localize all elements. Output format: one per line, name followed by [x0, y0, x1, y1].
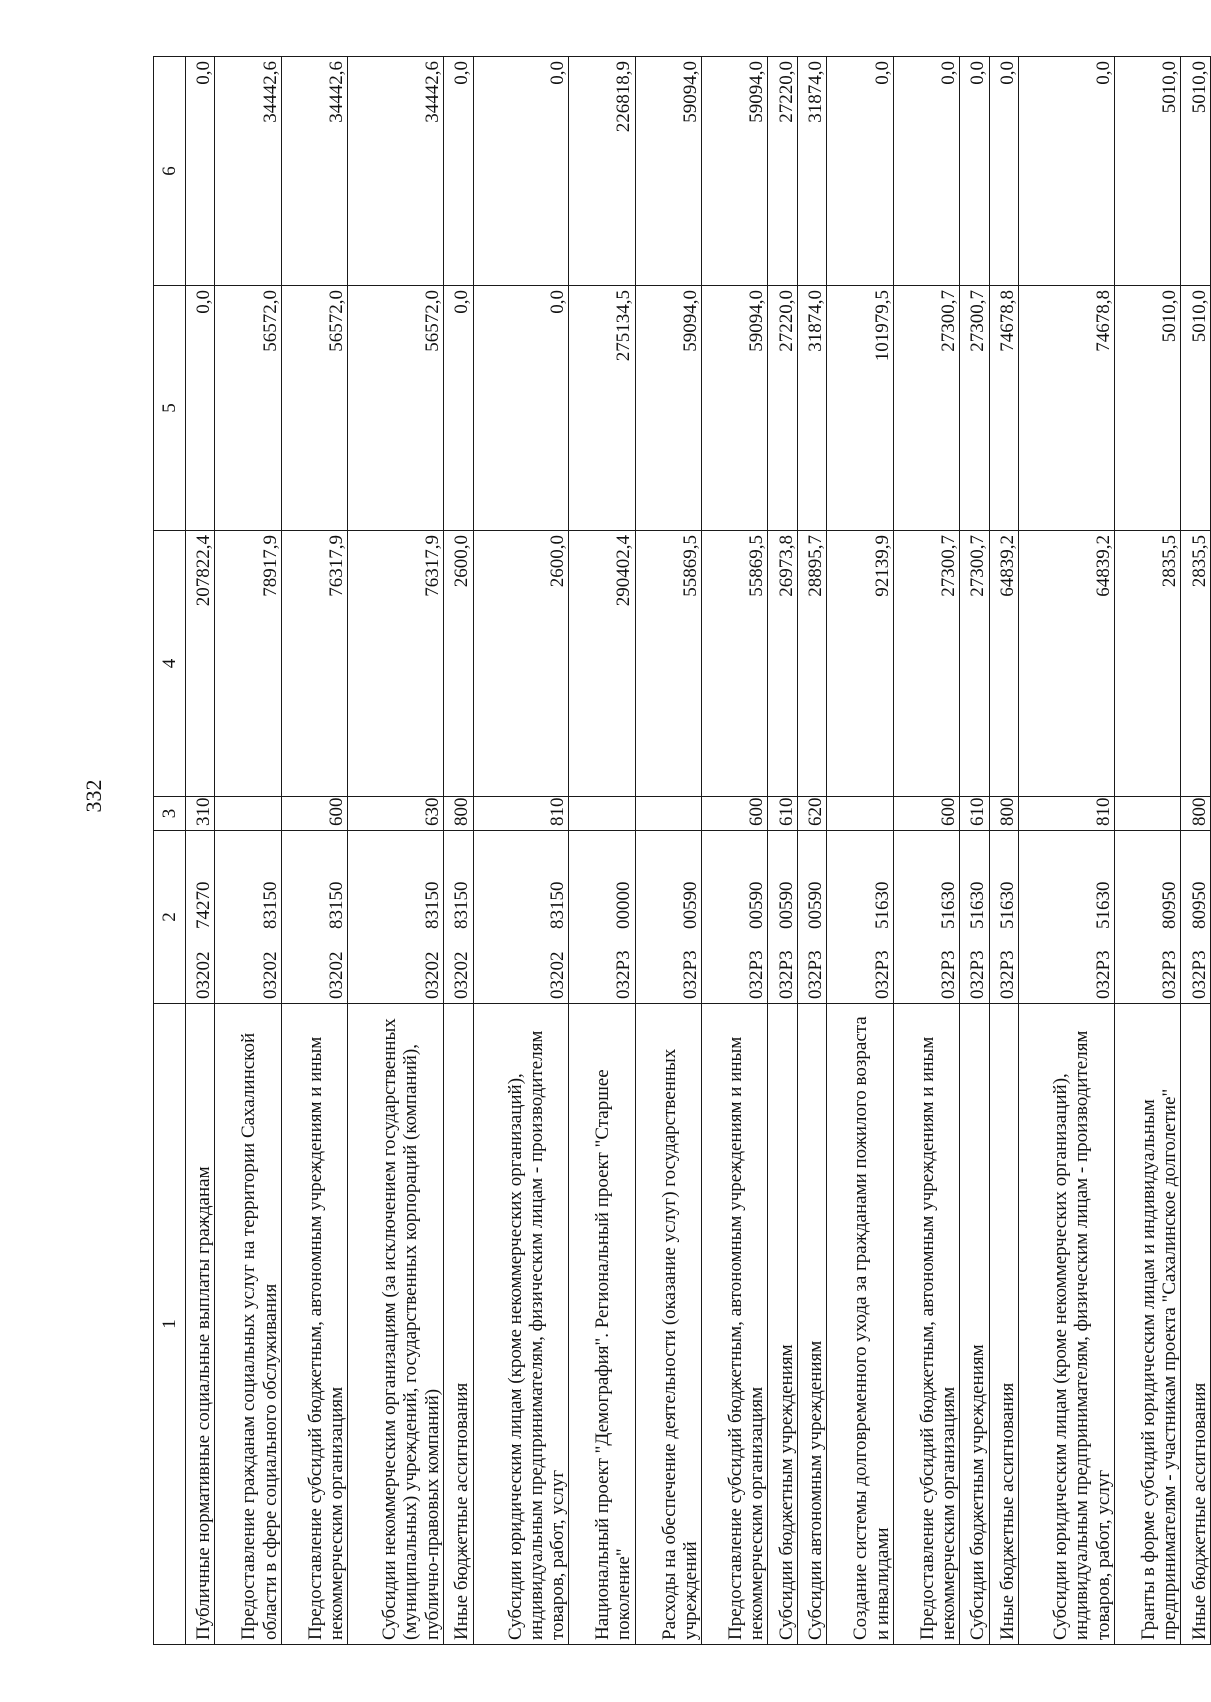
program-code: 032P3	[805, 950, 827, 999]
amount-col5-cell: 0,0	[185, 286, 214, 531]
amount-col4-cell: 76317,9	[281, 531, 347, 797]
amount-col6-cell: 0,0	[444, 57, 473, 286]
table-row	[989, 57, 1018, 1645]
amount-col6-cell: 0,0	[893, 57, 959, 286]
table-row	[893, 57, 959, 1645]
amount-col4-cell: 290402,4	[569, 531, 635, 797]
row-name-cell: Расходы на обеспечение деятельности (оказание услуг) государственных учреждений	[635, 1004, 701, 1645]
row-name-cell: Субсидии автономным учреждениям	[797, 1004, 826, 1645]
program-code: 032P3	[1092, 950, 1114, 999]
amount-col5-cell: 74678,8	[989, 286, 1018, 531]
expense-type-cell: 800	[989, 797, 1018, 831]
amount-col4-cell: 2600,0	[444, 531, 473, 797]
target-article-code-cell	[635, 831, 701, 1004]
table-row	[444, 57, 473, 1645]
amount-col4-cell: 2835,5	[1114, 531, 1180, 797]
row-name-cell: Иные бюджетные ассигнования	[1181, 1004, 1211, 1645]
direction-code: 80950	[1188, 881, 1210, 929]
budget-table-body	[154, 57, 1211, 1645]
direction-code: 51630	[967, 881, 989, 929]
target-article-code-cell	[348, 831, 444, 1004]
amount-col6-cell: 226818,9	[569, 57, 635, 286]
column-header: 6	[154, 57, 186, 286]
amount-col4-cell: 92139,9	[827, 531, 893, 797]
table-row	[827, 57, 893, 1645]
expense-type-cell: 600	[281, 797, 347, 831]
amount-col5-cell: 27220,0	[768, 286, 797, 531]
program-code: 032P3	[871, 950, 893, 999]
expense-type-cell	[635, 797, 701, 831]
program-code: 032P3	[967, 950, 989, 999]
target-article-code-cell	[1181, 831, 1211, 1004]
direction-code: 00000	[613, 881, 635, 929]
row-name-cell: Иные бюджетные ассигнования	[989, 1004, 1018, 1645]
amount-col4-cell: 76317,9	[348, 531, 444, 797]
amount-col4-cell: 55869,5	[635, 531, 701, 797]
column-header: 4	[154, 531, 186, 797]
amount-col6-cell: 5010,0	[1114, 57, 1180, 286]
direction-code: 83150	[325, 881, 347, 929]
rotated-table-frame	[153, 57, 1211, 1645]
program-code: 03202	[259, 951, 281, 999]
row-name-cell: Предоставление субсидий бюджетным, автономным учреждениям и иным некоммерческим организациям	[281, 1004, 347, 1645]
table-row	[1114, 57, 1180, 1645]
program-code: 03202	[193, 951, 215, 999]
row-name-cell: Субсидии некоммерческим организациям (за исключением государственных (муниципальных) учреждений, государственных корпораций (компаний), публично-правовых компаний)	[348, 1004, 444, 1645]
table-row	[768, 57, 797, 1645]
column-header: 1	[154, 1004, 186, 1645]
amount-col6-cell: 27220,0	[768, 57, 797, 286]
expense-type-cell	[215, 797, 281, 831]
expense-type-cell: 800	[1181, 797, 1211, 831]
table-row	[1019, 57, 1115, 1645]
amount-col4-cell: 27300,7	[893, 531, 959, 797]
amount-col5-cell: 59094,0	[635, 286, 701, 531]
direction-code: 51630	[1092, 881, 1114, 929]
amount-col6-cell: 5010,0	[1181, 57, 1211, 286]
expense-type-cell: 600	[702, 797, 768, 831]
amount-col4-cell: 2600,0	[473, 531, 569, 797]
amount-col4-cell: 64839,2	[1019, 531, 1115, 797]
amount-col6-cell: 0,0	[1019, 57, 1115, 286]
amount-col6-cell: 34442,6	[215, 57, 281, 286]
row-name-cell: Национальный проект "Демография". Региональный проект "Старшее поколение"	[569, 1004, 635, 1645]
direction-code: 00590	[679, 881, 701, 929]
amount-col6-cell: 0,0	[989, 57, 1018, 286]
program-code: 03202	[547, 951, 569, 999]
target-article-code-cell	[960, 831, 989, 1004]
target-article-code-cell	[768, 831, 797, 1004]
direction-code: 83150	[451, 881, 473, 929]
direction-code: 00590	[775, 881, 797, 929]
direction-code: 74270	[193, 881, 215, 929]
target-article-code-cell	[893, 831, 959, 1004]
row-name-cell: Субсидии юридическим лицам (кроме некоммерческих организаций), индивидуальным предпринимателям, физическим лицам - производителям товаров, работ, услуг	[1019, 1004, 1115, 1645]
row-name-cell: Субсидии бюджетным учреждениям	[768, 1004, 797, 1645]
amount-col6-cell: 59094,0	[702, 57, 768, 286]
amount-col6-cell: 31874,0	[797, 57, 826, 286]
target-article-code-cell	[827, 831, 893, 1004]
direction-code: 51630	[937, 881, 959, 929]
target-article-code-cell	[989, 831, 1018, 1004]
amount-col6-cell: 34442,6	[348, 57, 444, 286]
column-number-row	[154, 57, 186, 1645]
budget-table	[153, 56, 1211, 1645]
program-code: 032P3	[679, 950, 701, 999]
program-code: 03202	[451, 951, 473, 999]
target-article-code-cell	[569, 831, 635, 1004]
table-row	[473, 57, 569, 1645]
amount-col4-cell: 64839,2	[989, 531, 1018, 797]
column-header: 3	[154, 797, 186, 831]
direction-code: 83150	[259, 881, 281, 929]
expense-type-cell	[569, 797, 635, 831]
rotated-table-container	[153, 57, 1211, 1645]
target-article-code-cell	[215, 831, 281, 1004]
amount-col5-cell: 56572,0	[348, 286, 444, 531]
direction-code: 00590	[746, 881, 768, 929]
amount-col5-cell: 5010,0	[1181, 286, 1211, 531]
row-name-cell: Гранты в форме субсидий юридическим лицам и индивидуальным предпринимателям - участникам проекта "Сахалинское долголетие"	[1114, 1004, 1180, 1645]
expense-type-cell: 630	[348, 797, 444, 831]
amount-col4-cell: 55869,5	[702, 531, 768, 797]
row-name-cell: Создание системы долговременного ухода за гражданами пожилого возраста и инвалидами	[827, 1004, 893, 1645]
direction-code: 80950	[1159, 881, 1181, 929]
amount-col4-cell: 2835,5	[1181, 531, 1211, 797]
table-row	[215, 57, 281, 1645]
table-row	[960, 57, 989, 1645]
expense-type-cell: 610	[960, 797, 989, 831]
row-name-cell: Предоставление субсидий бюджетным, автономным учреждениям и иным некоммерческим организациям	[702, 1004, 768, 1645]
expense-type-cell: 800	[444, 797, 473, 831]
amount-col5-cell: 27300,7	[893, 286, 959, 531]
amount-col4-cell: 27300,7	[960, 531, 989, 797]
amount-col5-cell: 5010,0	[1114, 286, 1180, 531]
amount-col4-cell: 78917,9	[215, 531, 281, 797]
column-header: 5	[154, 286, 186, 531]
table-row	[185, 57, 214, 1645]
amount-col6-cell: 0,0	[960, 57, 989, 286]
target-article-code-cell	[185, 831, 214, 1004]
expense-type-cell	[827, 797, 893, 831]
direction-code: 00590	[805, 881, 827, 929]
expense-type-cell: 810	[473, 797, 569, 831]
expense-type-cell	[1114, 797, 1180, 831]
amount-col5-cell: 0,0	[444, 286, 473, 531]
target-article-code-cell	[702, 831, 768, 1004]
amount-col5-cell: 59094,0	[702, 286, 768, 531]
amount-col5-cell: 27300,7	[960, 286, 989, 531]
amount-col5-cell: 0,0	[473, 286, 569, 531]
program-code: 032P3	[775, 950, 797, 999]
table-row	[1181, 57, 1211, 1645]
row-name-cell: Предоставление гражданам социальных услуг на территории Сахалинской области в сфере социального обслуживания	[215, 1004, 281, 1645]
program-code: 032P3	[1159, 950, 1181, 999]
table-row	[281, 57, 347, 1645]
expense-type-cell: 310	[185, 797, 214, 831]
program-code: 032P3	[613, 950, 635, 999]
amount-col6-cell: 0,0	[827, 57, 893, 286]
table-row	[348, 57, 444, 1645]
amount-col4-cell: 26973,8	[768, 531, 797, 797]
row-name-cell: Публичные нормативные социальные выплаты гражданам	[185, 1004, 214, 1645]
expense-type-cell: 610	[768, 797, 797, 831]
row-name-cell: Иные бюджетные ассигнования	[444, 1004, 473, 1645]
table-row	[635, 57, 701, 1645]
target-article-code-cell	[1114, 831, 1180, 1004]
expense-type-cell: 600	[893, 797, 959, 831]
target-article-code-cell	[444, 831, 473, 1004]
amount-col5-cell: 74678,8	[1019, 286, 1115, 531]
direction-code: 83150	[547, 881, 569, 929]
table-row	[797, 57, 826, 1645]
amount-col6-cell: 34442,6	[281, 57, 347, 286]
amount-col5-cell: 31874,0	[797, 286, 826, 531]
amount-col6-cell: 59094,0	[635, 57, 701, 286]
target-article-code-cell	[473, 831, 569, 1004]
program-code: 03202	[325, 951, 347, 999]
row-name-cell: Предоставление субсидий бюджетным, автономным учреждениям и иным некоммерческим организациям	[893, 1004, 959, 1645]
amount-col5-cell: 56572,0	[281, 286, 347, 531]
row-name-cell: Субсидии бюджетным учреждениям	[960, 1004, 989, 1645]
amount-col6-cell: 0,0	[185, 57, 214, 286]
direction-code: 83150	[421, 881, 443, 929]
column-header: 2	[154, 831, 186, 1004]
amount-col6-cell: 0,0	[473, 57, 569, 286]
target-article-code-cell	[1019, 831, 1115, 1004]
program-code: 032P3	[1188, 950, 1210, 999]
row-name-cell: Субсидии юридическим лицам (кроме некоммерческих организаций), индивидуальным предпринимателям, физическим лицам - производителям товаров, работ, услуг	[473, 1004, 569, 1645]
page-number: 332	[81, 779, 106, 813]
direction-code: 51630	[996, 881, 1018, 929]
amount-col5-cell: 101979,5	[827, 286, 893, 531]
target-article-code-cell	[797, 831, 826, 1004]
amount-col4-cell: 28895,7	[797, 531, 826, 797]
target-article-code-cell	[281, 831, 347, 1004]
amount-col5-cell: 56572,0	[215, 286, 281, 531]
program-code: 032P3	[937, 950, 959, 999]
amount-col4-cell: 207822,4	[185, 531, 214, 797]
program-code: 032P3	[996, 950, 1018, 999]
program-code: 032P3	[746, 950, 768, 999]
program-code: 03202	[421, 951, 443, 999]
table-row	[702, 57, 768, 1645]
table-row	[569, 57, 635, 1645]
expense-type-cell: 810	[1019, 797, 1115, 831]
expense-type-cell: 620	[797, 797, 826, 831]
amount-col5-cell: 275134,5	[569, 286, 635, 531]
direction-code: 51630	[871, 881, 893, 929]
